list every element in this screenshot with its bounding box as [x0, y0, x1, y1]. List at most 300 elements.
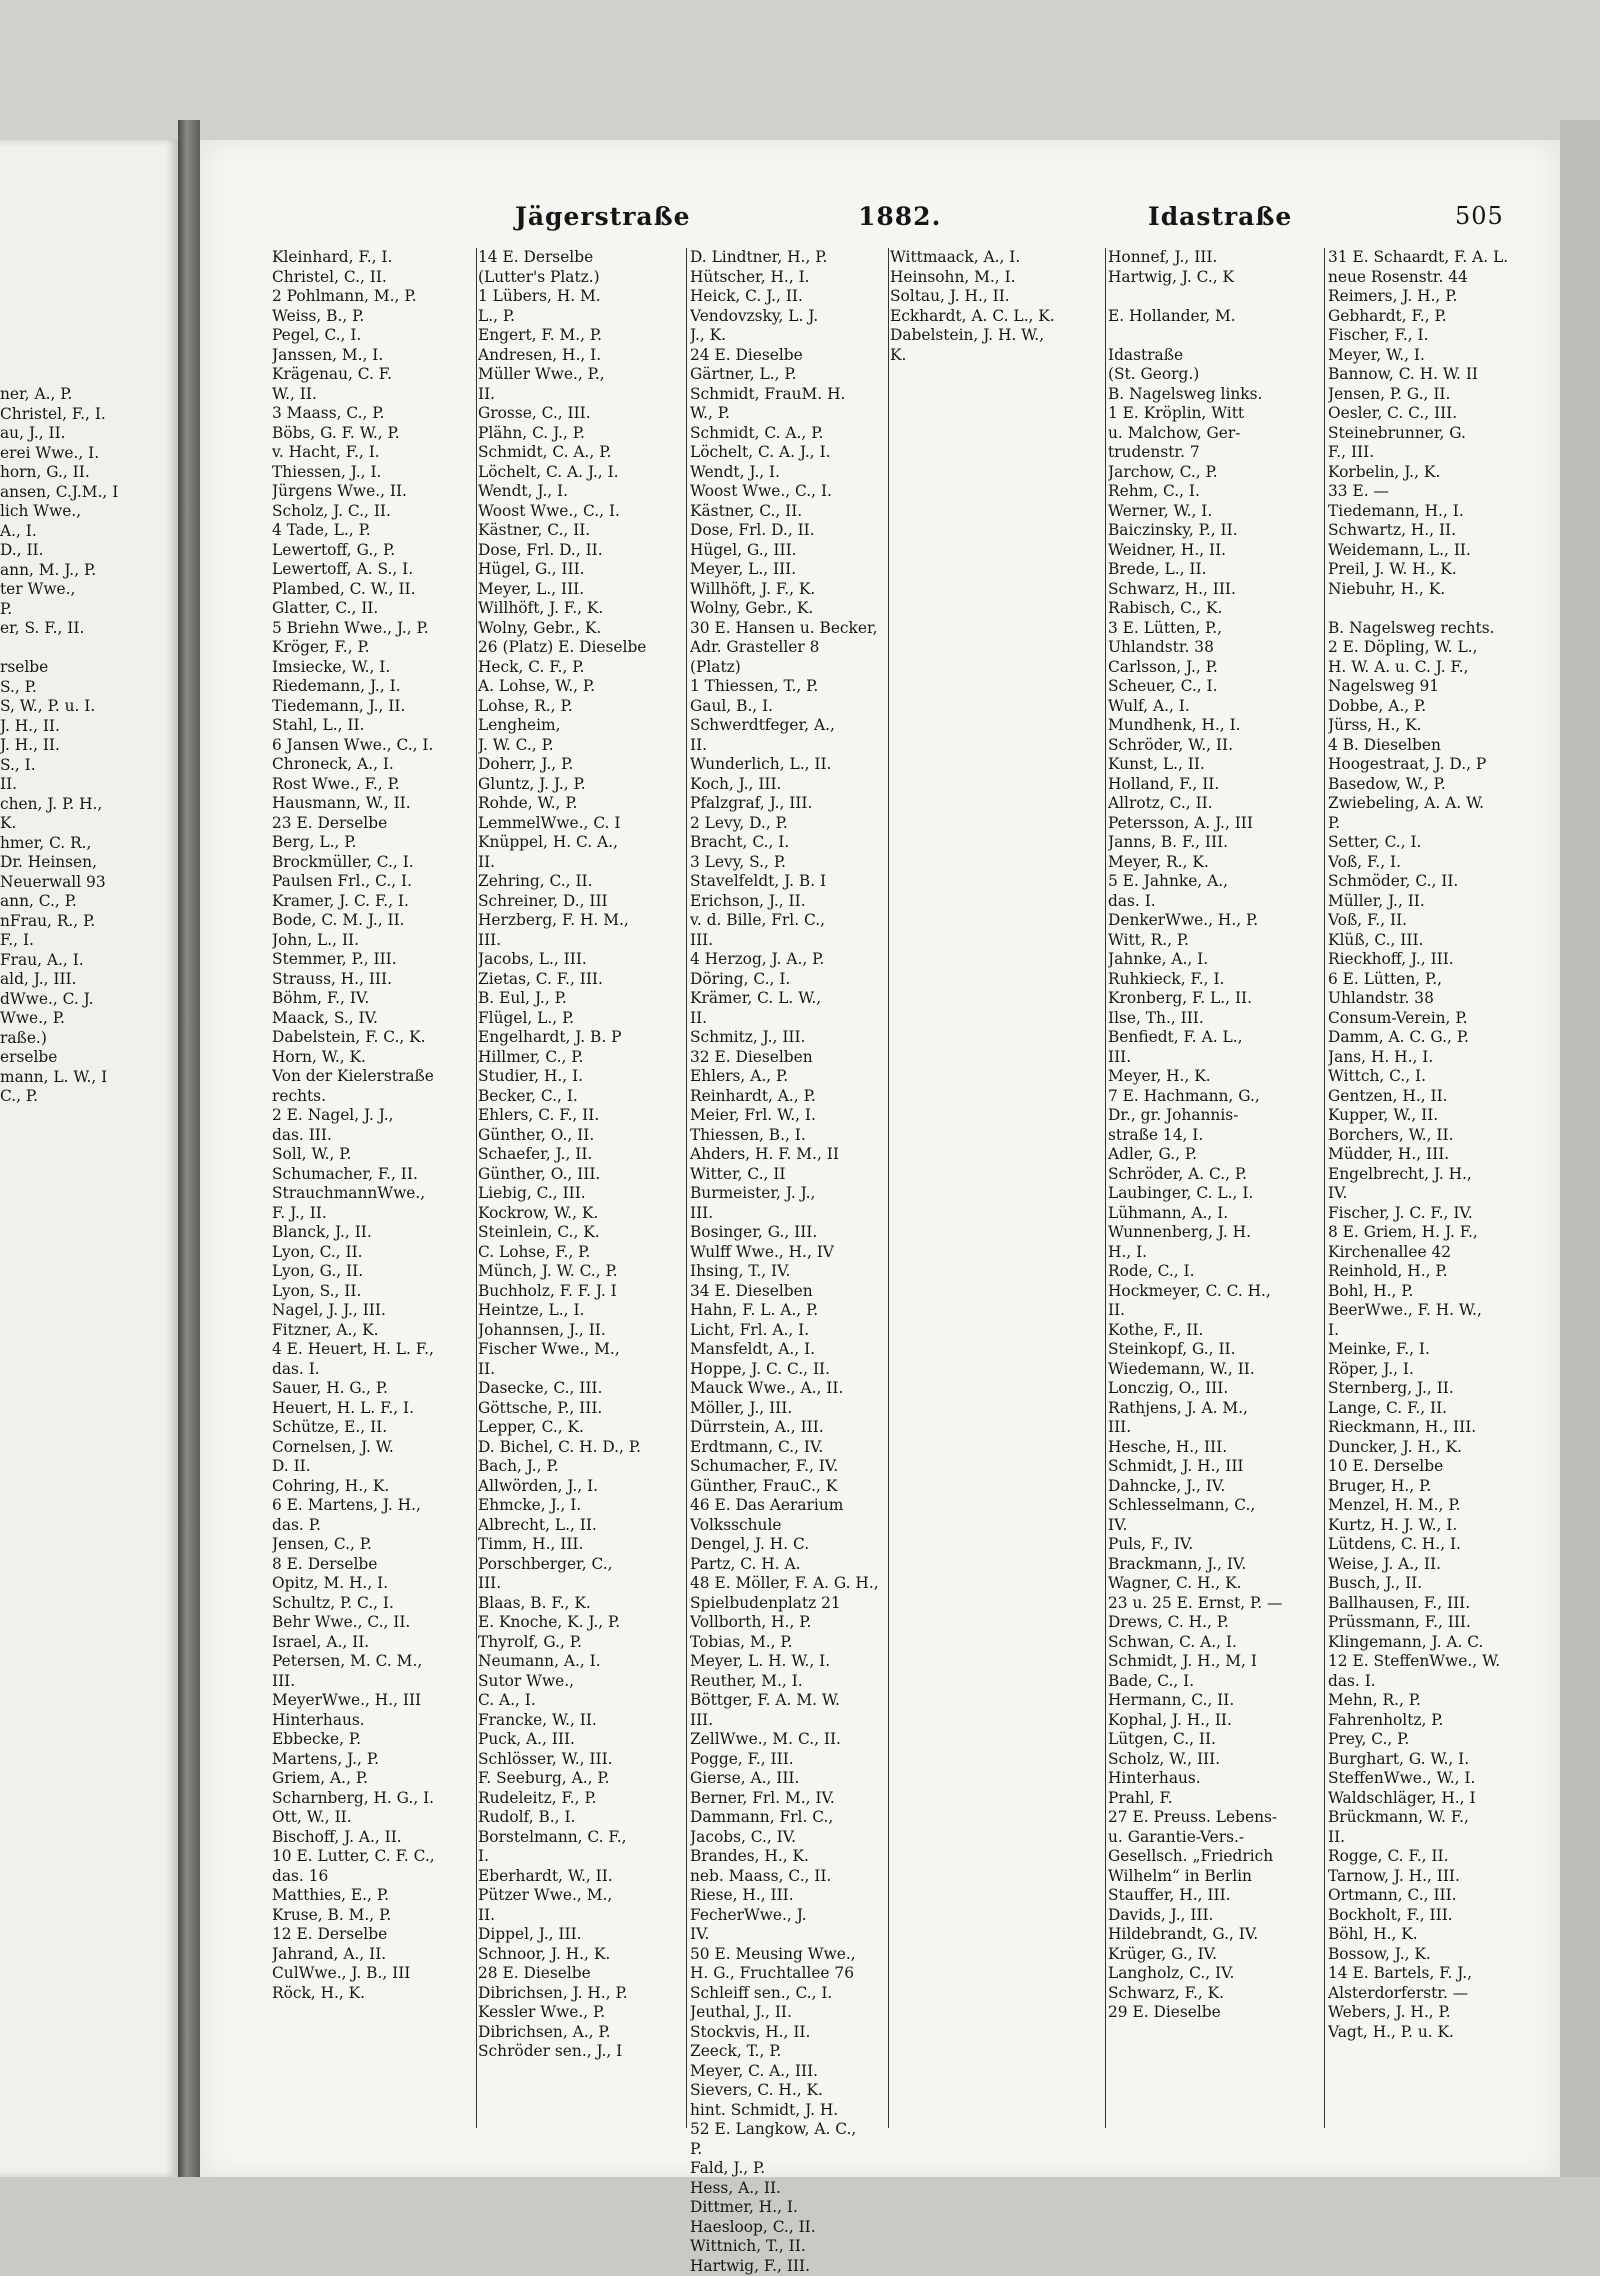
directory-entry: [1328, 599, 1553, 619]
directory-entry: Lühmann, A., I.: [1108, 1204, 1323, 1224]
directory-entry: Woost Wwe., C., I.: [690, 482, 890, 502]
directory-entry: II.: [478, 853, 688, 873]
directory-entry: Ballhausen, F., III.: [1328, 1594, 1553, 1614]
directory-entry: W., P.: [690, 404, 890, 424]
directory-entry: Dahncke, J., IV.: [1108, 1477, 1323, 1497]
left-page-entry: au, J., II.: [0, 424, 178, 444]
directory-entry: [890, 775, 1105, 795]
directory-entry: [890, 424, 1105, 444]
directory-entry: [890, 1340, 1105, 1360]
directory-entry: Licht, Frl. A., I.: [690, 1321, 890, 1341]
directory-entry: [890, 1399, 1105, 1419]
directory-entry: II.: [1108, 1301, 1323, 1321]
directory-entry: Schwan, C. A., I.: [1108, 1633, 1323, 1653]
directory-entry: Steinebrunner, G.: [1328, 424, 1553, 444]
directory-entry: III.: [1108, 1048, 1323, 1068]
directory-entry: Ortmann, C., III.: [1328, 1886, 1553, 1906]
left-page-entry: Dr. Heinsen,: [0, 853, 178, 873]
directory-entry: Jahrand, A., II.: [272, 1945, 482, 1965]
directory-entry: Alsterdorferstr. —: [1328, 1984, 1553, 2004]
directory-entry: Dose, Frl. D., II.: [690, 521, 890, 541]
directory-entry: 29 E. Dieselbe: [1108, 2003, 1323, 2023]
directory-entry: rechts.: [272, 1087, 482, 1107]
directory-entry: Jahnke, A., I.: [1108, 950, 1323, 970]
directory-entry: [890, 833, 1105, 853]
directory-entry: 1 Lübers, H. M.: [478, 287, 688, 307]
directory-entry: Ihsing, T., IV.: [690, 1262, 890, 1282]
left-page-entry: ann, C., P.: [0, 892, 178, 912]
directory-entry: Günther, O., III.: [478, 1165, 688, 1185]
directory-entry: A. Lohse, W., P.: [478, 677, 688, 697]
directory-entry: [890, 950, 1105, 970]
directory-entry: Dr., gr. Johannis-: [1108, 1106, 1323, 1126]
directory-entry: [890, 755, 1105, 775]
directory-entry: Busch, J., II.: [1328, 1574, 1553, 1594]
directory-entry: StrauchmannWwe.,: [272, 1184, 482, 1204]
directory-entry: Oesler, C. C., III.: [1328, 404, 1553, 424]
directory-entry: [890, 1828, 1105, 1848]
directory-entry: 34 E. Dieselben: [690, 1282, 890, 1302]
directory-entry: Fald, J., P.: [690, 2159, 890, 2179]
directory-entry: 8 E. Griem, H. J. F.,: [1328, 1223, 1553, 1243]
directory-entry: [890, 1750, 1105, 1770]
directory-entry: 6 E. Martens, J. H.,: [272, 1496, 482, 1516]
directory-entry: Lepper, C., K.: [478, 1418, 688, 1438]
left-page-entry: lich Wwe.,: [0, 502, 178, 522]
directory-entry: Zwiebeling, A. A. W.: [1328, 794, 1553, 814]
directory-entry: Maack, S., IV.: [272, 1009, 482, 1029]
directory-entry: [890, 1984, 1105, 2004]
directory-entry: Engelbrecht, J. H.,: [1328, 1165, 1553, 1185]
directory-entry: F., III.: [1328, 443, 1553, 463]
directory-entry: [890, 658, 1105, 678]
directory-entry: Wunderlich, L., II.: [690, 755, 890, 775]
directory-entry: 7 E. Hachmann, G.,: [1108, 1087, 1323, 1107]
directory-entry: neb. Maass, C., II.: [690, 1867, 890, 1887]
directory-entry: Schlösser, W., III.: [478, 1750, 688, 1770]
directory-entry: [890, 1243, 1105, 1263]
directory-entry: 6 Jansen Wwe., C., I.: [272, 736, 482, 756]
directory-entry: Klüß, C., III.: [1328, 931, 1553, 951]
directory-entry: Prahl, F.: [1108, 1789, 1323, 1809]
directory-entry: [890, 1009, 1105, 1029]
directory-entry: Cohring, H., K.: [272, 1477, 482, 1497]
directory-entry: 33 E. —: [1328, 482, 1553, 502]
directory-entry: Witter, C., II: [690, 1165, 890, 1185]
directory-entry: Soltau, J. H., II.: [890, 287, 1105, 307]
directory-entry: Göttsche, P., III.: [478, 1399, 688, 1419]
directory-entry: 3 Levy, S., P.: [690, 853, 890, 873]
directory-column-5: [1108, 248, 1323, 2023]
directory-entry: Vagt, H., P. u. K.: [1328, 2023, 1553, 2043]
directory-entry: II.: [478, 385, 688, 405]
directory-entry: Lyon, S., II.: [272, 1282, 482, 1302]
directory-entry: Preil, J. W. H., K.: [1328, 560, 1553, 580]
directory-entry: Böhl, H., K.: [1328, 1925, 1553, 1945]
directory-entry: Opitz, M. H., I.: [272, 1574, 482, 1594]
directory-entry: Bode, C. M. J., II.: [272, 911, 482, 931]
directory-entry: Doherr, J., P.: [478, 755, 688, 775]
directory-column-3: [690, 248, 890, 2276]
directory-entry: 12 E. Derselbe: [272, 1925, 482, 1945]
directory-entry: Engelhardt, J. B. P: [478, 1028, 688, 1048]
directory-entry: III.: [478, 1574, 688, 1594]
directory-entry: Janssen, M., I.: [272, 346, 482, 366]
directory-entry: [890, 1633, 1105, 1653]
directory-entry: Hillmer, C., P.: [478, 1048, 688, 1068]
book-gutter: [178, 120, 200, 2177]
directory-entry: 2 E. Döpling, W. L.,: [1328, 638, 1553, 658]
directory-entry: [890, 872, 1105, 892]
directory-entry: Duncker, J. H., K.: [1328, 1438, 1553, 1458]
directory-entry: Jürss, H., K.: [1328, 716, 1553, 736]
directory-entry: Lohse, R., P.: [478, 697, 688, 717]
directory-entry: Schmitz, J., III.: [690, 1028, 890, 1048]
directory-entry: [890, 1457, 1105, 1477]
directory-entry: Berg, L., P.: [272, 833, 482, 853]
directory-entry: Kophal, J. H., II.: [1108, 1711, 1323, 1731]
directory-entry: das. III.: [272, 1126, 482, 1146]
directory-entry: das. I.: [1328, 1672, 1553, 1692]
directory-entry: [890, 599, 1105, 619]
directory-entry: Müller, J., II.: [1328, 892, 1553, 912]
directory-entry: Christel, C., II.: [272, 268, 482, 288]
directory-entry: [890, 1204, 1105, 1224]
directory-entry: Ruhkieck, F., I.: [1108, 970, 1323, 990]
directory-entry: Pützer Wwe., M.,: [478, 1886, 688, 1906]
directory-entry: 28 E. Dieselbe: [478, 1964, 688, 1984]
directory-entry: Müller Wwe., P.,: [478, 365, 688, 385]
directory-entry: Hoppe, J. C. C., II.: [690, 1360, 890, 1380]
directory-entry: 3 E. Lütten, P.,: [1108, 619, 1323, 639]
directory-entry: Woost Wwe., C., I.: [478, 502, 688, 522]
directory-entry: Bischoff, J. A., II.: [272, 1828, 482, 1848]
directory-entry: FecherWwe., J.: [690, 1906, 890, 1926]
directory-entry: Schaefer, J., II.: [478, 1145, 688, 1165]
directory-entry: 3 Maass, C., P.: [272, 404, 482, 424]
directory-entry: Meyer, H., K.: [1108, 1067, 1323, 1087]
directory-entry: [890, 1808, 1105, 1828]
directory-entry: Studier, H., I.: [478, 1067, 688, 1087]
directory-column-4: [890, 248, 1105, 2003]
directory-entry: H. W. A. u. C. J. F.,: [1328, 658, 1553, 678]
directory-entry: Schütze, E., II.: [272, 1418, 482, 1438]
directory-entry: 4 Tade, L., P.: [272, 521, 482, 541]
directory-entry: Albrecht, L., II.: [478, 1516, 688, 1536]
directory-entry: [890, 482, 1105, 502]
directory-entry: Wendt, J., I.: [690, 463, 890, 483]
directory-page: [200, 140, 1560, 2177]
directory-entry: (Lutter's Platz.): [478, 268, 688, 288]
directory-entry: Bannow, C. H. W. II: [1328, 365, 1553, 385]
directory-entry: B. Eul, J., P.: [478, 989, 688, 1009]
left-page-entry: Frau, A., I.: [0, 951, 178, 971]
directory-entry: Dose, Frl. D., II.: [478, 541, 688, 561]
directory-entry: Gentzen, H., II.: [1328, 1087, 1553, 1107]
directory-entry: Jensen, P. G., II.: [1328, 385, 1553, 405]
directory-entry: Tiedemann, H., I.: [1328, 502, 1553, 522]
directory-entry: Behr Wwe., C., II.: [272, 1613, 482, 1633]
left-page-entry: P.: [0, 600, 178, 620]
directory-entry: [890, 1613, 1105, 1633]
directory-entry: DenkerWwe., H., P.: [1108, 911, 1323, 931]
directory-entry: Fischer Wwe., M.,: [478, 1340, 688, 1360]
directory-entry: Bade, C., I.: [1108, 1672, 1323, 1692]
directory-entry: [890, 1886, 1105, 1906]
directory-entry: Cornelsen, J. W.: [272, 1438, 482, 1458]
directory-entry: Ebbecke, P.: [272, 1730, 482, 1750]
left-page-entry: erselbe: [0, 1048, 178, 1068]
directory-entry: Dengel, J. H. C.: [690, 1535, 890, 1555]
directory-entry: Zehring, C., II.: [478, 872, 688, 892]
directory-entry: Schmidt, J. H., III: [1108, 1457, 1323, 1477]
directory-entry: 8 E. Derselbe: [272, 1555, 482, 1575]
directory-entry: 4 Herzog, J. A., P.: [690, 950, 890, 970]
directory-entry: Herzberg, F. H. M.,: [478, 911, 688, 931]
directory-entry: Tarnow, J. H., III.: [1328, 1867, 1553, 1887]
directory-entry: Burmeister, J. J.,: [690, 1184, 890, 1204]
directory-entry: Schröder, W., II.: [1108, 736, 1323, 756]
directory-entry: Tobias, M., P.: [690, 1633, 890, 1653]
directory-entry: Stauffer, H., III.: [1108, 1886, 1323, 1906]
directory-entry: Ehlers, C. F., II.: [478, 1106, 688, 1126]
directory-entry: Schultz, P. C., I.: [272, 1594, 482, 1614]
left-page-entry: D., II.: [0, 541, 178, 561]
directory-entry: Klingemann, J. A. C.: [1328, 1633, 1553, 1653]
directory-entry: Timm, H., III.: [478, 1535, 688, 1555]
directory-entry: 23 E. Derselbe: [272, 814, 482, 834]
directory-entry: 6 E. Lütten, P.,: [1328, 970, 1553, 990]
directory-entry: Rohde, W., P.: [478, 794, 688, 814]
directory-entry: Uhlandstr. 38: [1328, 989, 1553, 1009]
street-title-left: Jägerstraße: [515, 202, 690, 231]
directory-entry: Liebig, C., III.: [478, 1184, 688, 1204]
directory-entry: Riese, H., III.: [690, 1886, 890, 1906]
directory-entry: Rieckmann, H., III.: [1328, 1418, 1553, 1438]
directory-entry: Mehn, R., P.: [1328, 1691, 1553, 1711]
directory-entry: Davids, J., III.: [1108, 1906, 1323, 1926]
directory-entry: IV.: [1108, 1516, 1323, 1536]
directory-entry: 2 Levy, D., P.: [690, 814, 890, 834]
directory-entry: Reuther, M., I.: [690, 1672, 890, 1692]
directory-entry: [890, 1438, 1105, 1458]
directory-entry: Kröger, F., P.: [272, 638, 482, 658]
directory-entry: Kästner, C., II.: [478, 521, 688, 541]
directory-entry: II.: [478, 1906, 688, 1926]
directory-entry: Lengheim,: [478, 716, 688, 736]
directory-entry: Sievers, C. H., K.: [690, 2081, 890, 2101]
directory-entry: Petersson, A. J., III: [1108, 814, 1323, 834]
directory-entry: D. Lindtner, H., P.: [690, 248, 890, 268]
directory-entry: III.: [272, 1672, 482, 1692]
directory-entry: Soll, W., P.: [272, 1145, 482, 1165]
directory-entry: [890, 716, 1105, 736]
directory-entry: Martens, J., P.: [272, 1750, 482, 1770]
directory-entry: Wittmaack, A., I.: [890, 248, 1105, 268]
directory-entry: [890, 1223, 1105, 1243]
directory-entry: 48 E. Möller, F. A. G. H.,: [690, 1574, 890, 1594]
directory-entry: Borstelmann, C. F.,: [478, 1828, 688, 1848]
directory-entry: Günther, O., II.: [478, 1126, 688, 1146]
directory-entry: Dabelstein, J. H. W.,: [890, 326, 1105, 346]
directory-entry: Kurtz, H. J. W., I.: [1328, 1516, 1553, 1536]
directory-entry: Puck, A., III.: [478, 1730, 688, 1750]
directory-entry: [890, 1087, 1105, 1107]
directory-entry: Kästner, C., II.: [690, 502, 890, 522]
directory-entry: Heinsohn, M., I.: [890, 268, 1105, 288]
directory-entry: P.: [690, 2140, 890, 2160]
directory-entry: Johannsen, J., II.: [478, 1321, 688, 1341]
left-page-entry: S., P.: [0, 678, 178, 698]
directory-entry: Plähn, C. J., P.: [478, 424, 688, 444]
directory-entry: Gärtner, L., P.: [690, 365, 890, 385]
directory-entry: Kothe, F., II.: [1108, 1321, 1323, 1341]
directory-entry: [890, 619, 1105, 639]
directory-entry: Thyrolf, G., P.: [478, 1633, 688, 1653]
directory-entry: [890, 853, 1105, 873]
directory-entry: Brede, L., II.: [1108, 560, 1323, 580]
directory-entry: [890, 1925, 1105, 1945]
directory-entry: Stemmer, P., III.: [272, 950, 482, 970]
directory-entry: Pfalzgraf, J., III.: [690, 794, 890, 814]
directory-entry: P.: [1328, 814, 1553, 834]
directory-entry: [890, 794, 1105, 814]
directory-entry: E. Hollander, M.: [1108, 307, 1323, 327]
directory-entry: Wolny, Gebr., K.: [690, 599, 890, 619]
directory-entry: Rabisch, C., K.: [1108, 599, 1323, 619]
directory-entry: II.: [1328, 1828, 1553, 1848]
directory-entry: Becker, C., I.: [478, 1087, 688, 1107]
directory-entry: [890, 1906, 1105, 1926]
directory-entry: SteffenWwe., W., I.: [1328, 1769, 1553, 1789]
directory-entry: [890, 443, 1105, 463]
directory-entry: Dippel, J., III.: [478, 1925, 688, 1945]
directory-entry: 1 E. Kröplin, Witt: [1108, 404, 1323, 424]
directory-entry: [1108, 326, 1323, 346]
directory-entry: Meyer, L., III.: [478, 580, 688, 600]
directory-entry: Rehm, C., I.: [1108, 482, 1323, 502]
directory-entry: Langholz, C., IV.: [1108, 1964, 1323, 1984]
directory-entry: Günther, FrauC., K: [690, 1477, 890, 1497]
directory-entry: Gaul, B., I.: [690, 697, 890, 717]
directory-entry: Willhöft, J. F., K.: [690, 580, 890, 600]
directory-entry: Neumann, A., I.: [478, 1652, 688, 1672]
directory-entry: Hartwig, J. C., K: [1108, 268, 1323, 288]
directory-entry: Petersen, M. C. M.,: [272, 1652, 482, 1672]
directory-entry: Jarchow, C., P.: [1108, 463, 1323, 483]
directory-entry: Glatter, C., II.: [272, 599, 482, 619]
left-page-entry: F., I.: [0, 931, 178, 951]
directory-entry: Koch, J., III.: [690, 775, 890, 795]
directory-entry: [890, 1964, 1105, 1984]
directory-entry: 5 Briehn Wwe., J., P.: [272, 619, 482, 639]
directory-entry: 52 E. Langkow, A. C.,: [690, 2120, 890, 2140]
directory-entry: Bossow, J., K.: [1328, 1945, 1553, 1965]
left-page-entry: hmer, C. R.,: [0, 834, 178, 854]
directory-entry: Drews, C. H., P.: [1108, 1613, 1323, 1633]
directory-entry: II.: [690, 1009, 890, 1029]
directory-entry: 23 u. 25 E. Ernst, P. —: [1108, 1594, 1323, 1614]
left-page-entry: erei Wwe., I.: [0, 444, 178, 464]
directory-entry: Nagel, J. J., III.: [272, 1301, 482, 1321]
directory-entry: J., K.: [690, 326, 890, 346]
directory-entry: Prey, C., P.: [1328, 1730, 1553, 1750]
directory-entry: Röck, H., K.: [272, 1984, 482, 2004]
directory-entry: Kockrow, W., K.: [478, 1204, 688, 1224]
directory-entry: [890, 1048, 1105, 1068]
directory-entry: Rudolf, B., I.: [478, 1808, 688, 1828]
directory-entry: Matthies, E., P.: [272, 1886, 482, 1906]
directory-entry: Rudeleitz, F., P.: [478, 1789, 688, 1809]
directory-entry: Schumacher, F., II.: [272, 1165, 482, 1185]
directory-entry: Engert, F. M., P.: [478, 326, 688, 346]
directory-entry: Burghart, G. W., I.: [1328, 1750, 1553, 1770]
directory-entry: Benfiedt, F. A. L.,: [1108, 1028, 1323, 1048]
directory-entry: CulWwe., J. B., III: [272, 1964, 482, 1984]
directory-entry: Schröder, A. C., P.: [1108, 1165, 1323, 1185]
directory-entry: Webers, J. H., P.: [1328, 2003, 1553, 2023]
directory-entry: III.: [690, 931, 890, 951]
directory-entry: II.: [478, 1360, 688, 1380]
directory-entry: Kessler Wwe., P.: [478, 2003, 688, 2023]
directory-entry: 10 E. Derselbe: [1328, 1457, 1553, 1477]
directory-entry: Schwarz, F., K.: [1108, 1984, 1323, 2004]
directory-entry: Müdder, H., III.: [1328, 1145, 1553, 1165]
directory-entry: I.: [478, 1847, 688, 1867]
directory-entry: Hügel, G., III.: [690, 541, 890, 561]
directory-entry: Berner, Frl. M., IV.: [690, 1789, 890, 1809]
directory-entry: Grosse, C., III.: [478, 404, 688, 424]
directory-entry: Kirchenallee 42: [1328, 1243, 1553, 1263]
directory-entry: Hinterhaus.: [1108, 1769, 1323, 1789]
directory-entry: [890, 541, 1105, 561]
directory-entry: Voß, F., II.: [1328, 911, 1553, 931]
directory-entry: Rost Wwe., F., P.: [272, 775, 482, 795]
directory-entry: Puls, F., IV.: [1108, 1535, 1323, 1555]
left-page-entry: C., P.: [0, 1087, 178, 1107]
directory-entry: [890, 1711, 1105, 1731]
directory-entry: Fischer, F., I.: [1328, 326, 1553, 346]
directory-entry: Vendovzsky, L. J.: [690, 307, 890, 327]
directory-entry: Schmidt, J. H., M, I: [1108, 1652, 1323, 1672]
directory-entry: ZellWwe., M. C., II.: [690, 1730, 890, 1750]
directory-entry: Bach, J., P.: [478, 1457, 688, 1477]
directory-entry: Bruger, H., P.: [1328, 1477, 1553, 1497]
directory-entry: 31 E. Schaardt, F. A. L.: [1328, 248, 1553, 268]
directory-entry: John, L., II.: [272, 931, 482, 951]
directory-entry: K.: [890, 346, 1105, 366]
directory-entry: Schwartz, H., II.: [1328, 521, 1553, 541]
directory-entry: Blaas, B. F., K.: [478, 1594, 688, 1614]
directory-entry: [890, 1321, 1105, 1341]
directory-entry: Haesloop, C., II.: [690, 2218, 890, 2238]
directory-entry: Strauss, H., III.: [272, 970, 482, 990]
directory-entry: Rathjens, J. A. M.,: [1108, 1399, 1323, 1419]
directory-entry: Wulff Wwe., H., IV: [690, 1243, 890, 1263]
directory-entry: Brockmüller, C., I.: [272, 853, 482, 873]
directory-entry: Borchers, W., II.: [1328, 1126, 1553, 1146]
directory-entry: [890, 521, 1105, 541]
directory-entry: Hesche, H., III.: [1108, 1438, 1323, 1458]
directory-entry: [890, 365, 1105, 385]
directory-entry: III.: [478, 931, 688, 951]
directory-entry: Steinlein, C., K.: [478, 1223, 688, 1243]
directory-entry: Bosinger, G., III.: [690, 1223, 890, 1243]
directory-entry: Jeuthal, J., II.: [690, 2003, 890, 2023]
directory-entry: Weiss, B., P.: [272, 307, 482, 327]
directory-entry: hint. Schmidt, J. H.: [690, 2101, 890, 2121]
directory-entry: Schmidt, FrauM. H.: [690, 385, 890, 405]
